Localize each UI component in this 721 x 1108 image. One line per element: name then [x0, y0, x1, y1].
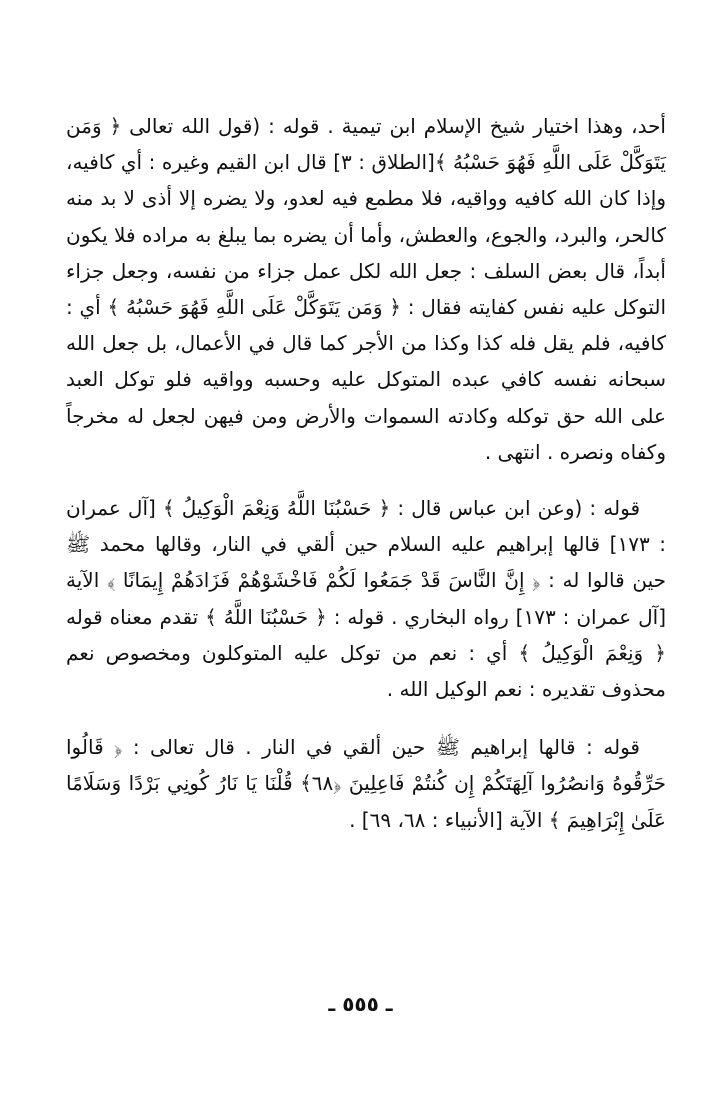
page-number: ـ ٥٥٥ ـ [328, 992, 393, 1016]
page-body [66, 108, 666, 838]
paragraph-3: قوله : قالها إبراهيم ﷺ حين ألقي في النار . قال تعالى : ﴿ قَالُوا حَرِّقُوهُ وَانصُرُوا آلِهَتَكُمْ إِن كُنتُمْ فَاعِلِينَ ﴿٦٨﴾ قُلْنَا يَا نَارُ كُونِي بَرْدًا وَسَلَامًا عَلَىٰ إِبْرَاهِيمَ ﴾ الآية [الأنبياء : ٦٨، ٦٩] . [66, 735, 666, 832]
paragraph-2: قوله : (وعن ابن عباس قال : ﴿ حَسْبُنَا اللَّهُ وَنِعْمَ الْوَكِيلُ ﴾ [آل عمران : ١٧٣] قالها إبراهيم عليه السلام حين ألقي في النار، وقالها محمد ﷺ حين قالوا له : ﴿ إِنَّ النَّاسَ قَدْ جَمَعُوا لَكُمْ فَاخْشَوْهُمْ فَزَادَهُمْ إِيمَانًا ﴾ الآية [آل عمران : ١٧٣] رواه البخاري . قوله : ﴿ حَسْبُنَا اللَّهُ ﴾ تقدم معناه قوله ﴿ وَنِعْمَ الْوَكِيلُ ﴾ أي : نعم من توكل عليه المتوكلون ومخصوص نعم محذوف تقديره : نعم الوكيل الله . [66, 496, 666, 702]
paragraph-1: أحد، وهذا اختيار شيخ الإسلام ابن تيمية . قوله : (قول الله تعالى ﴿ وَمَن يَتَوَكَّلْ عَلَى اللَّهِ فَهُوَ حَسْبُهُ ﴾[الطلاق : ٣] قال ابن القيم وغيره : أي كافيه، وإذا كان الله كافيه وواقيه، فلا مطمع فيه لعدو، ولا يضره إلا أذى لا بد منه كالحر، والبرد، والجوع، والعطش، وأما أن يضره بما يبلغ به مراده فلا يكون أبداً، قال بعض السلف : جعل الله لكل عمل جزاء من نفسه، وجعل جزاء التوكل عليه نفس كفايته فقال : ﴿ وَمَن يَتَوَكَّلْ عَلَى اللَّهِ فَهُوَ حَسْبُهُ ﴾ أي : كافيه، فلم يقل فله كذا وكذا من الأجر كما قال في الأعمال، بل جعل الله سبحانه نفسه كافي عبده المتوكل عليه وحسبه وواقيه فلو توكل العبد على الله حق توكله وكادته السموات والأرض ومن فيهن لجعل له مخرجاً وكفاه ونصره . انتهى . [66, 114, 666, 464]
